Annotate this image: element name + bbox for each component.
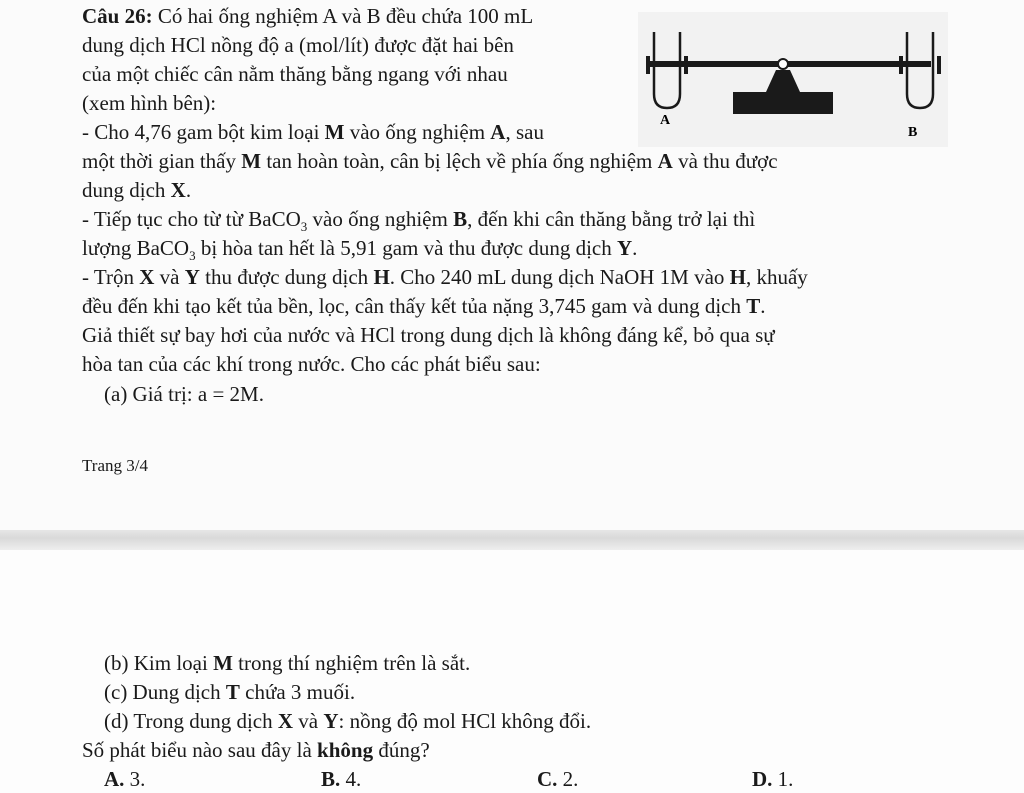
- balance-base: [733, 92, 833, 114]
- option-a[interactable]: A. 3.: [104, 767, 146, 791]
- page-separator: [0, 530, 1024, 550]
- question-line-12: Giả thiết sự bay hơi của nước và HCl trong dung dịch là không đáng kể, bỏ qua sự: [82, 323, 775, 347]
- question-line-10: - Trộn X và Y thu được dung dịch H. Cho 240 mL dung dịch NaOH 1M vào H, khuấy: [82, 265, 808, 289]
- option-d[interactable]: D. 1.: [752, 767, 794, 791]
- option-b[interactable]: B. 4.: [321, 767, 362, 791]
- option-c[interactable]: C. 2.: [537, 767, 579, 791]
- balance-pivot: [778, 59, 788, 69]
- question-line-5: - Cho 4,76 gam bột kim loại M vào ống nghiệm A, sau: [82, 120, 544, 144]
- page-footer: Trang 3/4: [82, 456, 148, 475]
- label-a: A: [660, 113, 671, 128]
- question-line-9: lượng BaCO$_3$ bị hòa tan hết là 5,91 gam và thu được dung dịch Y.: [82, 236, 638, 264]
- statement-c: (c) Dung dịch T chứa 3 muối.: [104, 680, 356, 704]
- question-line-11: đều đến khi tạo kết tủa bền, lọc, cân thấy kết tủa nặng 3,745 gam và dung dịch T.: [82, 294, 766, 318]
- statement-d: (d) Trong dung dịch X và Y: nồng độ mol HCl không đổi.: [104, 709, 592, 733]
- question-line-1: Câu 26: Có hai ống nghiệm A và B đều chứa 100 mL: [82, 4, 534, 28]
- label-b: B: [908, 125, 918, 140]
- balance-figure: [638, 12, 948, 147]
- statement-a: (a) Giá trị: a = 2M.: [104, 382, 264, 406]
- page-4: [0, 550, 1024, 793]
- question-prompt: Số phát biểu nào sau đây là không đúng?: [82, 738, 430, 762]
- question-line-8: - Tiếp tục cho từ từ BaCO$_3$ vào ống nghiệm B, đến khi cân thăng bằng trở lại thì: [82, 207, 756, 235]
- question-line-2: dung dịch HCl nồng độ a (mol/lít) được đặt hai bên: [82, 33, 514, 57]
- statement-b: (b) Kim loại M trong thí nghiệm trên là sắt.: [104, 651, 471, 675]
- question-line-13: hòa tan của các khí trong nước. Cho các phát biểu sau:: [82, 352, 541, 376]
- question-line-4: (xem hình bên):: [82, 91, 217, 115]
- balance-beam: [648, 61, 931, 67]
- question-line-3: của một chiếc cân nằm thăng bằng ngang với nhau: [82, 62, 508, 86]
- question-line-6: một thời gian thấy M tan hoàn toàn, cân bị lệch về phía ống nghiệm A và thu được: [82, 149, 778, 173]
- question-line-7: dung dịch X.: [82, 178, 192, 202]
- question-label: Câu 26:: [82, 4, 153, 28]
